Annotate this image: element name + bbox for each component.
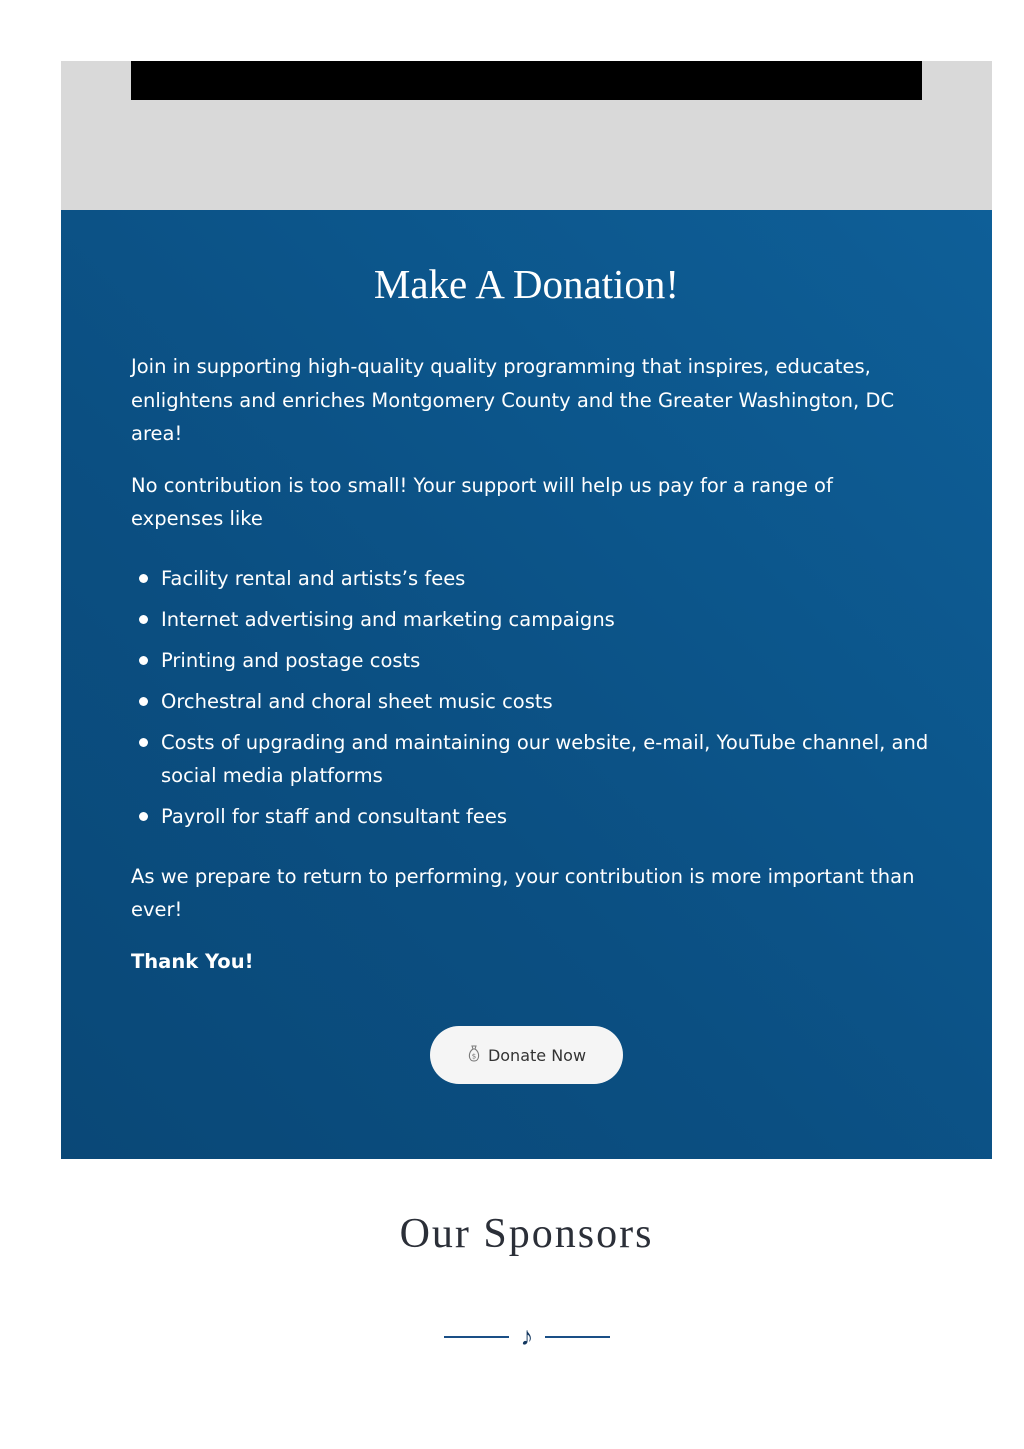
top-media-band: [61, 61, 992, 210]
expense-label: Printing and postage costs: [161, 648, 421, 672]
donation-contribution-text: No contribution is too small! Your support will help us pay for a range of expenses like: [131, 473, 833, 530]
bullet-icon: [139, 812, 148, 821]
bullet-icon: [139, 615, 148, 624]
list-item: [161, 800, 931, 834]
list-item: [161, 644, 931, 678]
music-note-icon: ♪: [520, 1321, 534, 1351]
donate-now-button[interactable]: [430, 1026, 623, 1084]
expense-label: Payroll for staff and consultant fees: [161, 805, 507, 828]
expenses-list: [131, 562, 931, 834]
list-item: [161, 562, 931, 596]
list-item: [161, 603, 931, 637]
expense-label: Facility rental and artists’s fees: [161, 566, 466, 590]
bullet-icon: [139, 697, 148, 706]
divider-line-right: [545, 1336, 610, 1338]
expense-label: Orchestral and choral sheet music costs: [161, 689, 553, 713]
donation-intro: Join in supporting high-quality quality programming that inspires, educates, enlightens and enriches Montgomery County and the Greater Washington, DC area!: [131, 355, 895, 445]
money-bag-icon: [467, 1045, 481, 1066]
thank-you-text: Thank You!: [131, 949, 254, 973]
bullet-icon: [139, 656, 148, 665]
sponsors-title: Our Sponsors: [399, 1211, 654, 1257]
donation-section: [61, 210, 992, 1159]
expense-label: Internet advertising and marketing campaigns: [161, 607, 615, 631]
donation-body: [131, 350, 931, 996]
bullet-icon: [139, 574, 148, 583]
bullet-icon: [139, 738, 148, 747]
media-bar: [131, 61, 922, 100]
list-item: [161, 685, 931, 719]
svg-text:$: $: [471, 1052, 477, 1060]
donation-closing: As we prepare to return to performing, your contribution is more important than ever!: [131, 864, 915, 921]
donate-now-label: Donate Now: [487, 1045, 587, 1065]
sponsors-section: [61, 1159, 992, 1379]
list-item: [161, 726, 931, 793]
donation-title: Make A Donation!: [373, 261, 680, 307]
expense-label: Costs of upgrading and maintaining our website, e-mail, YouTube channel, and social media platforms: [161, 730, 929, 787]
divider-line-left: [444, 1336, 509, 1338]
section-divider: [444, 1321, 610, 1351]
